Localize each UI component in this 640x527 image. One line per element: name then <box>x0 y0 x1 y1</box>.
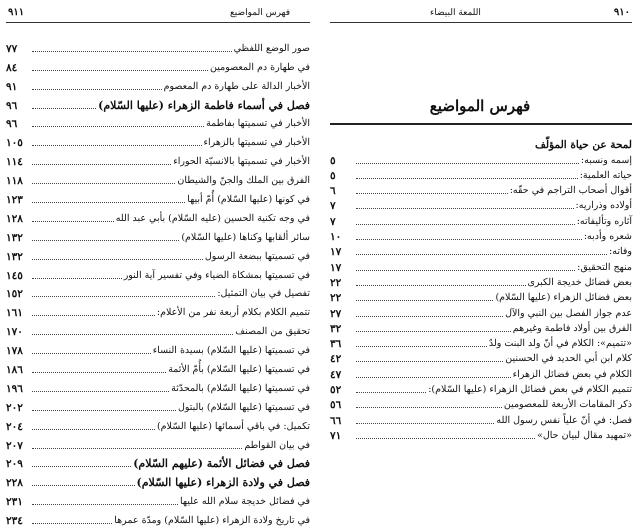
dot-leader <box>356 178 578 179</box>
toc-entry-label: الأخبار في تسميتها بالزهراء <box>203 137 310 149</box>
toc-entry-label: كلام ابن أبي الحديد في الحسنين <box>505 353 632 365</box>
toc-entry-label: فصل في أسماء فاطمة الزهراء (عليها السّلام) <box>98 98 310 112</box>
right-page <box>320 0 640 487</box>
toc-entry-page-number: ٩٦ <box>6 99 18 112</box>
toc-entry-page-number: ١٤٥ <box>6 269 23 282</box>
toc-entry-page-number: ١٧ <box>330 261 342 274</box>
toc-entry <box>330 228 632 243</box>
toc-entry <box>330 151 632 166</box>
toc-entry-page-number: ١١٤ <box>6 156 23 169</box>
toc-entry <box>330 197 632 212</box>
toc-entry-page-number: ١٣٢ <box>6 250 23 263</box>
toc-entry-label: الأخبار في تسميتها بالانسيّة الحوراء <box>173 156 310 168</box>
dot-leader <box>356 361 503 362</box>
toc-entry <box>6 319 310 338</box>
toc-entry-label: في تسميتها (عليها السّلام) بأُمّ الأئمة <box>168 364 310 376</box>
dot-leader <box>356 392 426 393</box>
toc-entry <box>6 414 310 433</box>
toc-entry <box>6 263 310 282</box>
toc-entry-page-number: ٢٣١ <box>6 496 23 509</box>
page-title: فهرس المواضيع <box>429 97 531 115</box>
toc-entry <box>330 212 632 227</box>
left-page-header <box>6 6 310 23</box>
toc-entry-page-number: ٣٢ <box>330 322 342 335</box>
toc-entry-page-number: ٦ <box>330 185 336 198</box>
toc-entry-page-number: ١٣٢ <box>6 231 23 244</box>
toc-entry <box>6 36 310 55</box>
toc-entry <box>6 225 310 244</box>
toc-entry-label: تكميل: في باقي أسمائها (عليها السّلام) <box>156 420 310 432</box>
toc-entry-page-number: ٣٦ <box>330 338 342 351</box>
dot-leader <box>32 429 155 430</box>
toc-entry-page-number: ٧ <box>330 215 336 228</box>
dot-leader <box>32 259 203 260</box>
dot-leader <box>356 300 493 301</box>
toc-entry-label: وفاته: <box>609 246 632 258</box>
toc-entry-page-number: ٥٦ <box>330 399 342 412</box>
dot-leader <box>32 278 122 279</box>
toc-entry <box>6 489 310 508</box>
toc-entry <box>6 300 310 319</box>
toc-entry <box>6 433 310 452</box>
toc-entry-page-number: ١٥٢ <box>6 288 23 301</box>
toc-entry-page-number: ٢٠٤ <box>6 420 23 433</box>
toc-entry <box>330 411 632 426</box>
toc-entry-label: في تاريخ ولادة الزهراء (عليها السّلام) ومدّة عمرها <box>114 515 310 527</box>
toc-entry-label: تتميم الكلام بكلام أربعة نفر من الأعلام: <box>156 307 310 319</box>
toc-entry-page-number: ١٠٥ <box>6 137 23 150</box>
dot-leader <box>32 183 175 184</box>
toc-entry-label: بعض فضائل الزهراء (عليها السّلام) <box>495 292 632 304</box>
toc-entry-label: في تسميتها (عليها السّلام) بالبتول <box>177 401 310 413</box>
right-page-number: ٩١٠ <box>613 7 630 18</box>
toc-entry-page-number: ٤٢ <box>330 353 342 366</box>
toc-entry <box>330 258 632 273</box>
toc-entry <box>330 381 632 396</box>
toc-entry-label: «تمهيد مقال لبيان حال» <box>537 429 632 441</box>
toc-entry <box>330 274 632 289</box>
toc-entry-page-number: ٥ <box>330 154 336 167</box>
toc-entry <box>330 427 632 442</box>
dot-leader <box>32 221 114 222</box>
toc-entry-page-number: ١٢٨ <box>6 212 23 225</box>
dot-leader <box>32 70 208 71</box>
toc-entry-page-number: ١٠ <box>330 231 342 244</box>
toc-entry-label: آثاره وتأليفاته: <box>576 215 632 227</box>
toc-entry-label: الكلام في بعض فضائل الزهراء <box>512 368 632 380</box>
toc-entry-label: ذكر المقامات الأربعة للمعصومين <box>503 399 632 411</box>
toc-entry-page-number: ٥ <box>330 169 336 182</box>
dot-leader <box>356 377 511 378</box>
dot-leader <box>356 407 502 408</box>
toc-entry-label: فصل: في أنّ علياً نفس رسول الله <box>496 414 632 426</box>
toc-entry-page-number: ٧١ <box>330 429 342 442</box>
toc-entry-label: إسمه ونسبه: <box>580 154 632 166</box>
dot-leader <box>32 372 166 373</box>
toc-entry-label: في وجه تكنية الحسين (عليه السّلام) بأبي عبد الله <box>115 212 310 224</box>
toc-entry-label: بعض فضائل خديجة الكبرى <box>527 276 632 288</box>
toc-entry <box>6 452 310 471</box>
toc-entry-label: الأخبار في تسميتها بفاطمة <box>206 118 310 130</box>
toc-entry <box>6 55 310 74</box>
toc-entry-page-number: ٨٤ <box>6 61 18 74</box>
toc-entry-label: أقوال أصحاب التراجم في حقّه: <box>509 185 632 197</box>
toc-entry-page-number: ١٧٨ <box>6 345 23 358</box>
toc-entry-page-number: ١٨٦ <box>6 364 23 377</box>
toc-entry <box>6 508 310 527</box>
toc-entry-page-number: ٢٧ <box>330 307 342 320</box>
toc-entry-label: تحقيق من المصنف <box>235 326 310 338</box>
toc-entry <box>330 396 632 411</box>
toc-entry-page-number: ١٧ <box>330 246 342 259</box>
toc-entry <box>6 187 310 206</box>
dot-leader <box>32 145 202 146</box>
dot-leader <box>32 485 135 486</box>
toc-entry-label: الفرق بين أولاد فاطمة وغيرهم <box>512 322 632 334</box>
toc-entry <box>330 182 632 197</box>
dot-leader <box>32 164 171 165</box>
dot-leader <box>32 504 178 505</box>
toc-entry-label: في كونها (عليها السّلام) أُمّ أبيها <box>187 194 310 206</box>
toc-entry <box>330 304 632 319</box>
dot-leader <box>356 438 535 439</box>
toc-entry-page-number: ٢٣٤ <box>6 515 23 527</box>
toc-entry-label: حياته العلمية: <box>579 169 632 181</box>
dot-leader <box>32 523 112 524</box>
dot-leader <box>356 254 607 255</box>
toc-entry-label: في فضائل خديجة سلام الله عليها <box>179 496 310 508</box>
toc-entry-page-number: ٤٧ <box>330 368 342 381</box>
dot-leader <box>356 239 582 240</box>
toc-entry-label: في تسميتها بمشكاة الضياء وفي تفسير آية النور <box>123 269 310 281</box>
toc-entry-page-number: ٩٦ <box>6 118 18 131</box>
toc-entry-label: صور الوضع اللفظي <box>233 42 310 54</box>
toc-entry-label: «تتميم»: الكلام في أنّ ولد البنت ولدٌ <box>488 338 632 350</box>
toc-entry-page-number: ٢٢ <box>330 276 342 289</box>
toc-entry-page-number: ٢٠٩ <box>6 458 23 471</box>
toc-entry <box>330 350 632 365</box>
dot-leader <box>32 202 185 203</box>
dot-leader <box>356 270 575 271</box>
dot-leader <box>32 448 242 449</box>
toc-entry <box>6 244 310 263</box>
toc-entry <box>6 376 310 395</box>
left-page-header-title: فهرس المواضيع <box>229 8 290 18</box>
dot-leader <box>32 353 151 354</box>
left-page-number: ٩١١ <box>8 7 25 18</box>
toc-entry <box>330 243 632 258</box>
dot-leader <box>32 51 232 52</box>
toc-entry-label: الأخبار الدالة على طهارة دم المعصوم <box>163 80 310 92</box>
toc-section-heading-label: لمحة عن حياة المؤلّف <box>535 139 632 152</box>
toc-entry-page-number: ٦٦ <box>330 414 342 427</box>
toc-entry-page-number: ٢٢٨ <box>6 477 23 490</box>
toc-entry <box>6 357 310 376</box>
toc-entry <box>330 289 632 304</box>
toc-entry <box>6 395 310 414</box>
toc-entry-label: سائر ألقابها وكناها (عليها السّلام) <box>181 231 310 243</box>
left-toc-list <box>6 36 310 527</box>
toc-entry-label: الفرق بين الملك والجنّ والشيطان <box>177 175 310 187</box>
toc-entry <box>6 149 310 168</box>
right-page-header <box>330 6 632 23</box>
toc-entry-page-number: ٧٧ <box>6 42 18 55</box>
toc-entry-page-number: ٢٠٢ <box>6 401 23 414</box>
dot-leader <box>32 89 162 90</box>
toc-entry <box>330 365 632 380</box>
toc-entry-label: في تسميتها (عليها السّلام) بالمحدّثة <box>171 382 310 394</box>
toc-entry-label: في بيان القواطم <box>244 439 310 451</box>
dot-leader <box>356 316 503 317</box>
dot-leader <box>32 315 155 316</box>
dot-leader <box>32 240 179 241</box>
toc-entry-page-number: ٧ <box>330 200 336 213</box>
toc-entry-page-number: ٥٢ <box>330 384 342 397</box>
title-divider <box>330 123 632 125</box>
dot-leader <box>356 163 579 164</box>
toc-entry <box>330 167 632 182</box>
toc-entry-label: تتميم الكلام في بعض فضائل الزهراء (عليها السّلام): <box>428 384 632 396</box>
right-page-header-title: اللمعة البيضاء <box>430 8 481 18</box>
toc-entry-label: شعره وأدبه: <box>583 231 632 243</box>
toc-entry <box>6 282 310 301</box>
toc-entry-label: تفصيل في بيان التمثيل: <box>217 288 310 300</box>
dot-leader <box>356 193 508 194</box>
toc-entry <box>6 206 310 225</box>
toc-entry-page-number: ١٧٠ <box>6 326 23 339</box>
toc-entry <box>330 320 632 335</box>
dot-leader <box>32 410 176 411</box>
dot-leader <box>356 346 487 347</box>
toc-entry <box>6 74 310 93</box>
toc-entry-label: في طهارة دم المعصومين <box>210 61 310 73</box>
dot-leader <box>356 208 574 209</box>
toc-entry-page-number: ٩١ <box>6 80 18 93</box>
toc-entry-page-number: ٢٠٧ <box>6 439 23 452</box>
toc-entry-page-number: ١٢٣ <box>6 194 23 207</box>
dot-leader <box>32 126 204 127</box>
dot-leader <box>32 108 96 109</box>
dot-leader <box>356 285 526 286</box>
toc-entry <box>6 168 310 187</box>
dot-leader <box>356 224 575 225</box>
toc-entry <box>330 335 632 350</box>
toc-entry-label: في تسميتها ببضعة الرسول <box>204 250 310 262</box>
toc-entry-page-number: ١٩٦ <box>6 382 23 395</box>
toc-entry-label: فصل في ولادة الزهراء (عليها السّلام) <box>136 476 310 490</box>
dot-leader <box>32 296 215 297</box>
toc-entry-label: منهج التحقيق: <box>577 261 632 273</box>
dot-leader <box>32 391 169 392</box>
toc-entry <box>6 112 310 131</box>
toc-entry-page-number: ١٦١ <box>6 307 23 320</box>
toc-entry-page-number: ٢٢ <box>330 292 342 305</box>
toc-entry-label: أولاده وذراريه: <box>575 200 632 212</box>
dot-leader <box>32 466 131 467</box>
toc-entry <box>6 130 310 149</box>
toc-section-heading <box>330 136 632 151</box>
toc-entry-label: عدم جواز الفصل بين النبي والآل <box>505 307 632 319</box>
dot-leader <box>356 423 494 424</box>
dot-leader <box>32 334 233 335</box>
right-toc-list <box>330 136 632 442</box>
toc-entry-page-number: ١١٨ <box>6 175 23 188</box>
toc-entry <box>6 93 310 112</box>
toc-entry-label: فصل في فضائل الأئمة (عليهم السّلام) <box>133 457 310 471</box>
dot-leader <box>356 331 511 332</box>
toc-entry-label: في تسميتها (عليها السّلام) بسيدة النساء <box>152 345 310 357</box>
toc-entry <box>6 338 310 357</box>
